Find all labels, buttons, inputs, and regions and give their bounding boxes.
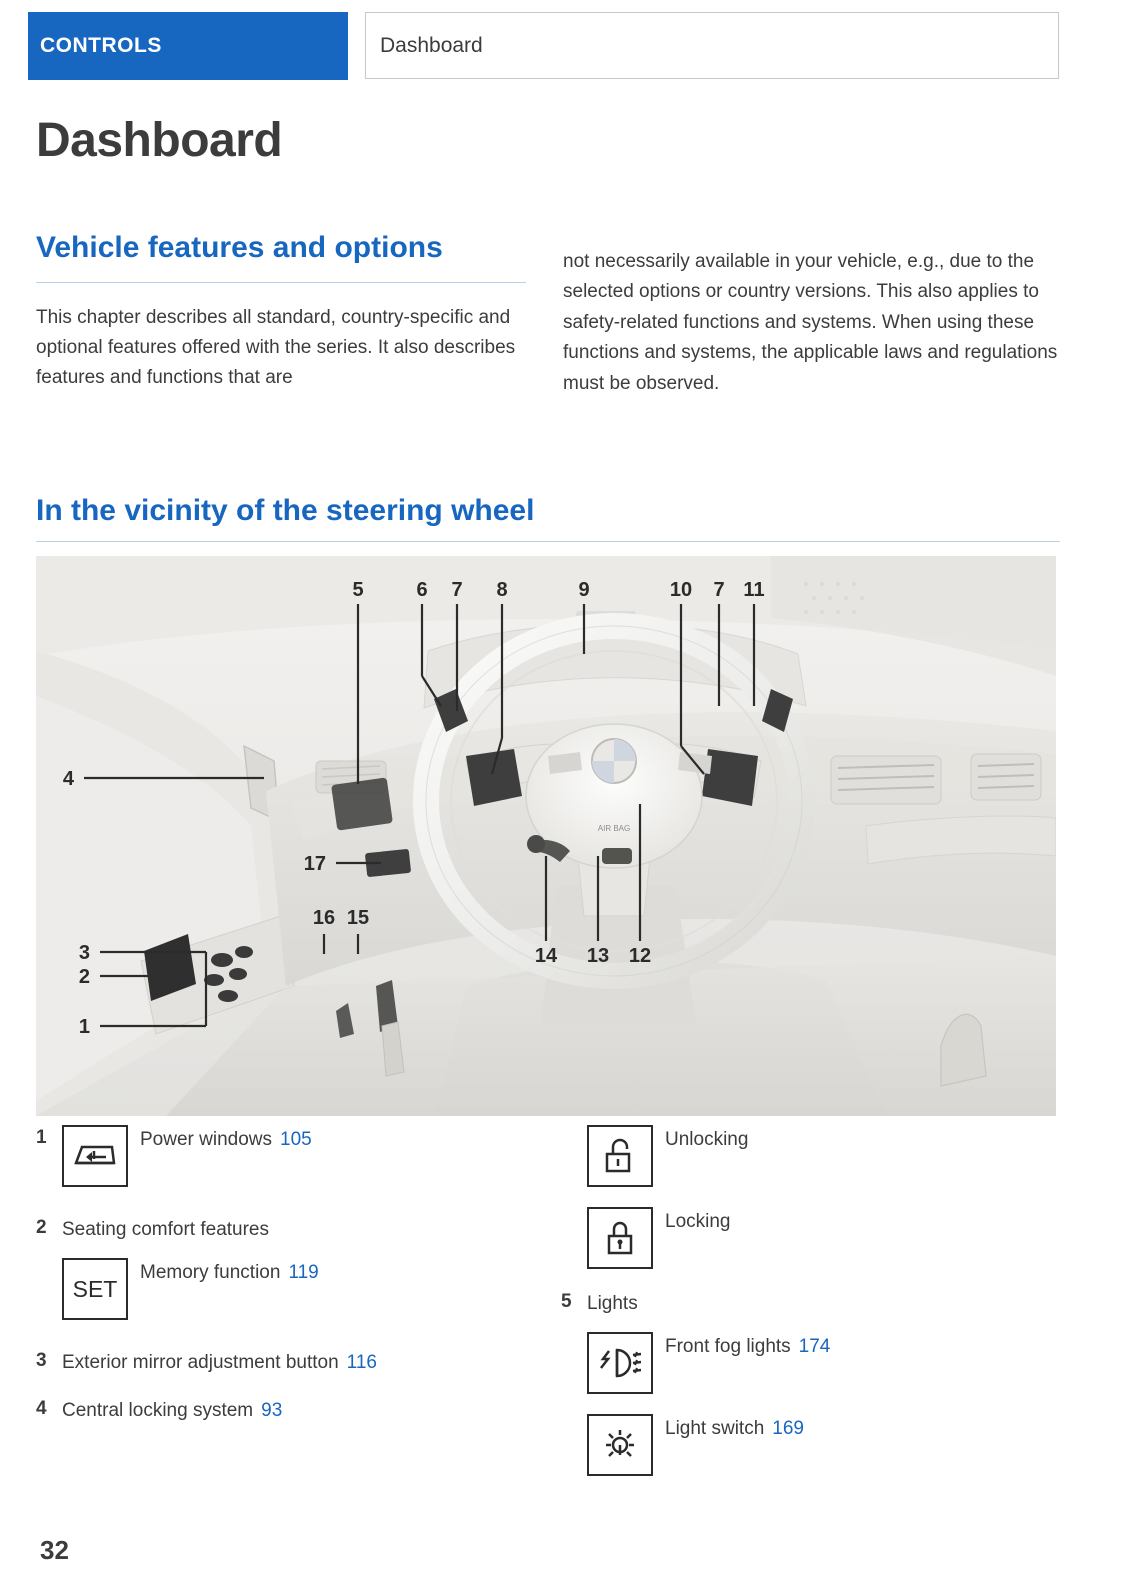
callout-2: 2 (78, 966, 90, 988)
callout-7-left: 7 (451, 579, 463, 601)
legend-page-ref[interactable]: 119 (288, 1261, 319, 1283)
light-switch-icon (587, 1414, 653, 1476)
callout-13: 13 (586, 945, 610, 967)
legend-item-light-switch (561, 1414, 1061, 1476)
legend-number: 4 (36, 1398, 47, 1420)
intro-divider (36, 282, 526, 283)
legend-label-text: Light switch (665, 1417, 765, 1439)
legend-item-locking (561, 1207, 1061, 1269)
legend-item-unlocking (561, 1125, 1061, 1187)
legend-item-2 (36, 1215, 536, 1244)
legend-page-ref[interactable]: 116 (346, 1351, 377, 1373)
callout-15: 15 (346, 907, 370, 929)
callout-16: 16 (312, 907, 336, 929)
legend-left-column (36, 1125, 536, 1431)
power-window-icon (62, 1125, 128, 1187)
chapter-tab: CONTROLS (28, 12, 348, 80)
callout-5: 5 (352, 579, 364, 601)
legend-number (561, 1207, 587, 1209)
legend-number (561, 1414, 587, 1416)
intro-left-text: This chapter describes all standard, country-specific and optional features offered with the series. It also describes features and functions that are (36, 306, 516, 389)
legend-label (62, 1215, 269, 1244)
legend-number (561, 1125, 587, 1127)
legend-label (140, 1258, 319, 1287)
legend-page-ref[interactable]: 105 (280, 1129, 312, 1150)
intro-left-column (36, 228, 526, 413)
legend-page-ref[interactable]: 93 (261, 1400, 283, 1422)
legend-page-ref[interactable]: 174 (798, 1335, 831, 1357)
callout-1: 1 (78, 1016, 90, 1038)
callout-12: 12 (628, 945, 652, 967)
callout-8: 8 (496, 579, 508, 601)
page-header (0, 0, 1142, 80)
legend-number: 2 (36, 1217, 47, 1238)
callout-7-right: 7 (713, 579, 725, 601)
callout-9: 9 (578, 579, 590, 601)
callout-3: 3 (78, 942, 90, 964)
legend-label-text: Unlocking (665, 1129, 749, 1150)
legend-item-memory (36, 1258, 536, 1320)
legend-number (36, 1258, 62, 1260)
lock-icon (587, 1207, 653, 1269)
set-icon (62, 1258, 128, 1320)
section-divider (36, 541, 1060, 542)
legend-label-text: Front fog lights (665, 1335, 791, 1357)
callout-14: 14 (534, 945, 558, 967)
intro-right-column (563, 228, 1063, 418)
legend-label-text: Exterior mirror adjustment button (62, 1351, 339, 1373)
legend-item-3 (36, 1348, 536, 1377)
legend-label (665, 1414, 804, 1443)
legend-label (62, 1348, 377, 1377)
callout-17: 17 (303, 853, 326, 875)
legend-label (665, 1207, 731, 1236)
svg-text:SET: SET (72, 1275, 118, 1302)
legend-page-ref[interactable]: 169 (772, 1417, 804, 1439)
section-heading: In the vicinity of the steering wheel (36, 494, 535, 527)
legend-label (140, 1125, 312, 1154)
legend-label (62, 1396, 282, 1425)
legend-number: 1 (36, 1127, 47, 1148)
legend-number (561, 1332, 587, 1334)
legend-item-1 (36, 1125, 536, 1187)
callout-6: 6 (416, 579, 428, 601)
legend-label-text: Central locking system (62, 1400, 254, 1422)
legend-item-5 (561, 1289, 1061, 1318)
fog-light-icon (587, 1332, 653, 1394)
legend-label-text: Lights (587, 1293, 638, 1314)
callout-4: 4 (62, 768, 74, 790)
intro-heading: Vehicle features and options (36, 231, 443, 264)
legend-label-text: Locking (665, 1211, 731, 1232)
section-tab: Dashboard (365, 12, 1059, 79)
callout-11: 11 (743, 579, 765, 601)
legend-item-4 (36, 1396, 536, 1425)
legend-number: 3 (36, 1349, 47, 1371)
legend-item-fog-lights (561, 1332, 1061, 1394)
legend-right-column (561, 1125, 1061, 1482)
page-title: Dashboard (36, 114, 283, 167)
airbag-label: AIR BAG (597, 824, 631, 833)
legend-number: 5 (561, 1291, 572, 1312)
page-number: 32 (40, 1535, 69, 1565)
dashboard-illustration (36, 556, 1056, 1116)
legend-label-text: Seating comfort features (62, 1219, 269, 1240)
legend-label (587, 1289, 638, 1318)
legend-label (665, 1125, 748, 1154)
callout-10: 10 (669, 579, 693, 601)
legend-label-text: Memory function (140, 1261, 281, 1283)
legend (36, 1125, 1060, 1515)
legend-label-text: Power windows (140, 1129, 272, 1150)
legend-label (665, 1332, 830, 1361)
unlock-icon (587, 1125, 653, 1187)
intro-right-text: not necessarily available in your vehicle, e.g., due to the selected options or country versions. This also applies to safety-related functions and systems. When using these functions and systems, the applicable laws and regulations must be observed. (563, 251, 1058, 394)
